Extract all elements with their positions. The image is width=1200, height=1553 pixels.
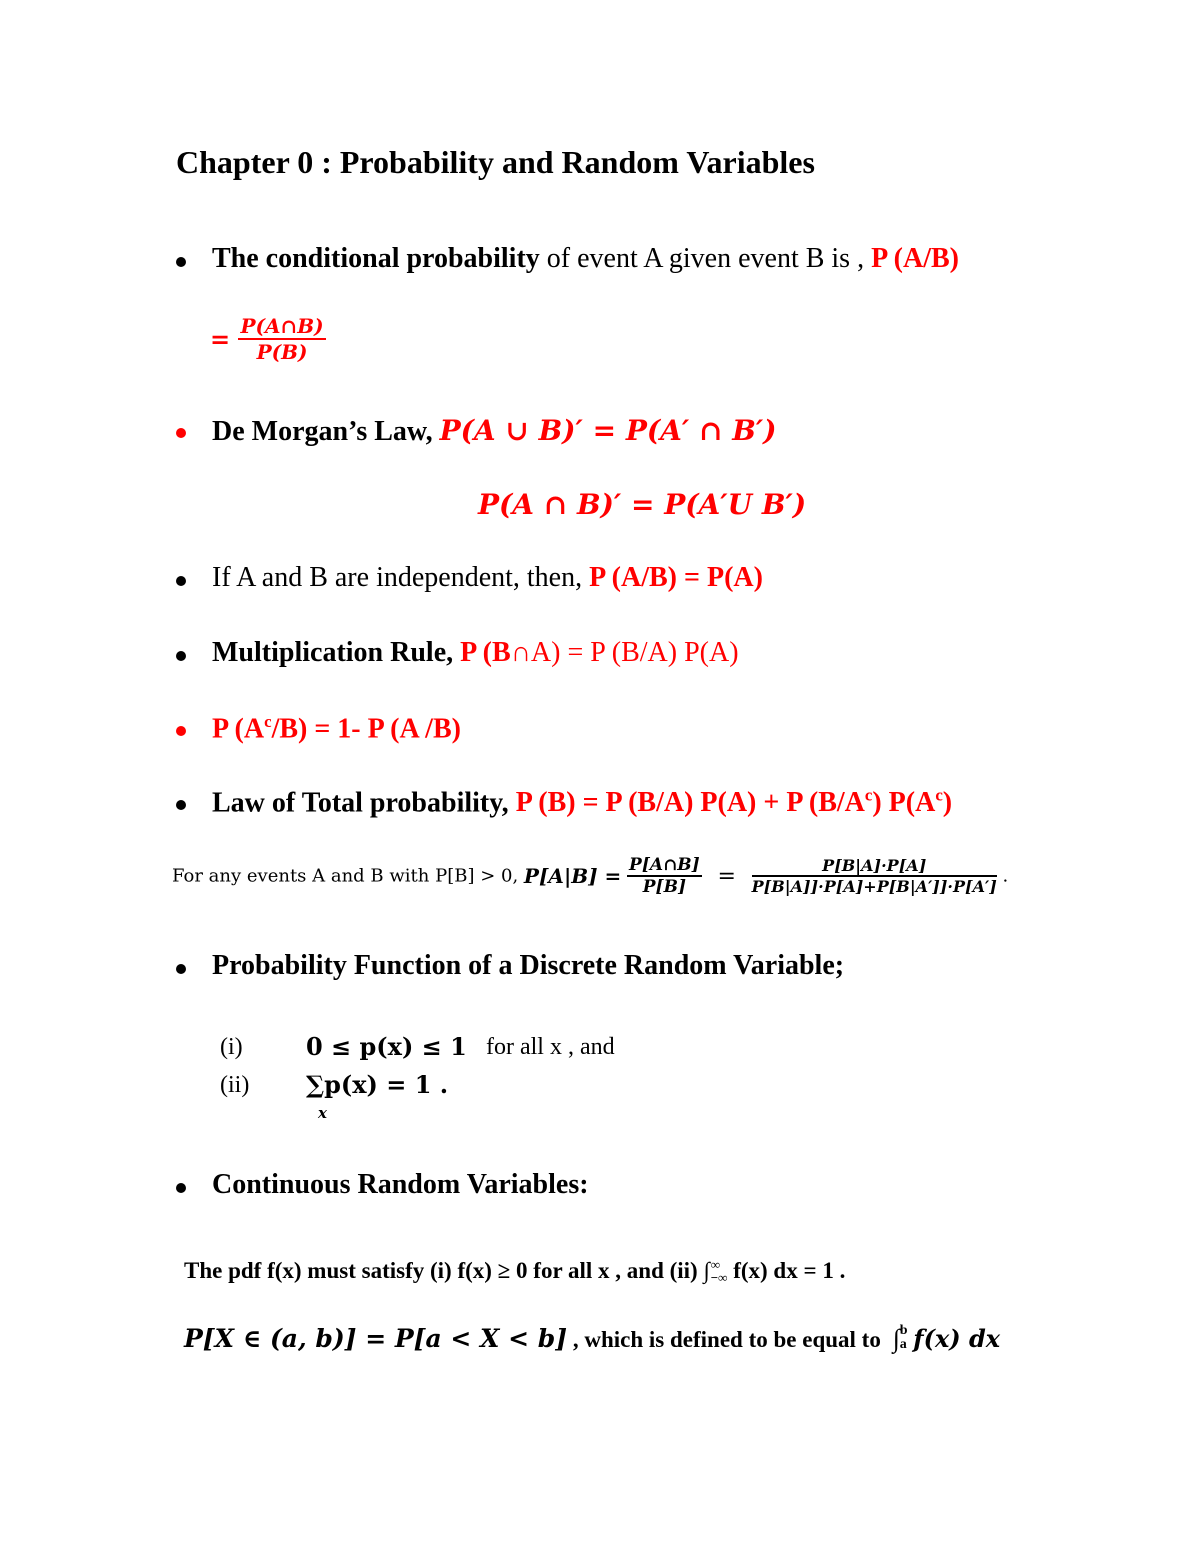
total-sup1: c: [864, 786, 873, 805]
interval-expr: P[X ∈ (a, b)] = P[a < X < b]: [184, 1324, 568, 1353]
conditional-fraction: [210, 314, 326, 364]
bayes-num2: P[B|A]·P[A]: [752, 856, 997, 877]
interval-text: , which is defined to be equal to: [572, 1327, 881, 1352]
total-p2: ) P(A: [872, 787, 936, 819]
bullet-icon: [176, 576, 186, 586]
bayes-lhs: P[A|B] =: [523, 864, 622, 888]
bullet-icon: [176, 1183, 186, 1193]
bayes-fraction-2: [752, 856, 997, 896]
bullet-icon: [176, 257, 186, 267]
discrete-ii-sub: x: [318, 1104, 327, 1122]
complement-part1: P (A: [212, 713, 265, 745]
interval-int-sup: b: [899, 1323, 908, 1338]
bullet-icon: [176, 726, 186, 736]
demorgan-line: [212, 414, 777, 448]
discrete-i-expr: 0 ≤ p(x) ≤ 1: [306, 1032, 467, 1061]
pdf-int-sub: −∞: [710, 1270, 728, 1285]
fraction-numerator: P(A∩B): [240, 314, 324, 338]
conditional-text: of event A given event B is ,: [546, 243, 865, 274]
discrete-ii-label: (ii): [220, 1072, 250, 1098]
fraction-denominator: P(B): [256, 340, 308, 364]
independent-line: [212, 562, 763, 594]
complement-line: [212, 712, 461, 745]
total-p3: ): [942, 787, 953, 819]
multiplication-expr: ∩A) = P (B/A) P(A): [510, 637, 739, 668]
demorgan-eq2: P(A ∩ B)′ = P(A′U B′): [478, 488, 807, 521]
bayes-fraction-1: [627, 855, 702, 897]
interval-int: ∫: [892, 1324, 900, 1353]
fraction: [238, 314, 325, 364]
discrete-i-text: for all x , and: [486, 1034, 615, 1060]
independent-text: If A and B are independent, then,: [212, 562, 583, 593]
interval-int-sub: a: [899, 1337, 907, 1352]
bullet-icon: [176, 964, 186, 974]
demorgan-label: De Morgan’s Law,: [212, 416, 433, 447]
total-p1: P (B) = P (B/A) P(A) + P (B/A: [515, 787, 865, 819]
multiplication-line: [212, 637, 739, 669]
bayes-lead: For any events A and B with P[B] > 0,: [172, 865, 519, 887]
complement-sup: c: [264, 712, 272, 731]
independent-expr: P (A/B) = P(A): [589, 562, 763, 593]
page-title: Chapter 0 : Probability and Random Variables: [176, 144, 815, 180]
discrete-i-label: (i): [220, 1034, 243, 1060]
bayes-den2: P[B|A]]·P[A]+P[B|A′]]·P[A′]: [751, 877, 997, 896]
conditional-line: [212, 243, 959, 275]
pdf-line: [184, 1258, 845, 1284]
multiplication-label: Multiplication Rule,: [212, 637, 454, 668]
bayes-tail: .: [1002, 865, 1009, 887]
continuous-heading: Continuous Random Variables:: [212, 1169, 589, 1200]
interval-line: [184, 1324, 1000, 1354]
interval-int-tail: f(x) dx: [913, 1324, 1001, 1353]
discrete-ii-expr: ∑p(x) = 1 .: [306, 1070, 449, 1099]
bayes-eq: =: [717, 863, 736, 889]
demorgan-eq1: P(A ∪ B)′ = P(A′ ∩ B′): [439, 414, 777, 447]
total-line: [212, 786, 952, 819]
complement-part2: /B) = 1- P (A /B): [271, 713, 461, 745]
pdf-text: The pdf f(x) must satisfy (i) f(x) ≥ 0 for all x , and (ii) ∫: [184, 1258, 710, 1283]
bayes-den1: P[B]: [642, 877, 687, 897]
pdf-int-sup: ∞: [710, 1257, 721, 1272]
bayes-num1: P[A∩B]: [629, 855, 700, 875]
total-sup2: c: [935, 786, 943, 805]
bullet-icon: [176, 800, 186, 810]
bullet-icon: [176, 651, 186, 661]
bullet-icon: [176, 428, 186, 438]
conditional-lead: The conditional probability: [212, 243, 540, 274]
conditional-expr: P (A/B): [871, 243, 959, 274]
total-label: Law of Total probability,: [212, 787, 509, 819]
pdf-tail: f(x) dx = 1 .: [733, 1258, 846, 1283]
multiplication-expr-bold: P (B: [460, 637, 511, 668]
conditional-eq: =: [210, 324, 231, 354]
discrete-heading: Probability Function of a Discrete Random Variable;: [212, 950, 845, 981]
bayes-line: [172, 855, 1008, 897]
